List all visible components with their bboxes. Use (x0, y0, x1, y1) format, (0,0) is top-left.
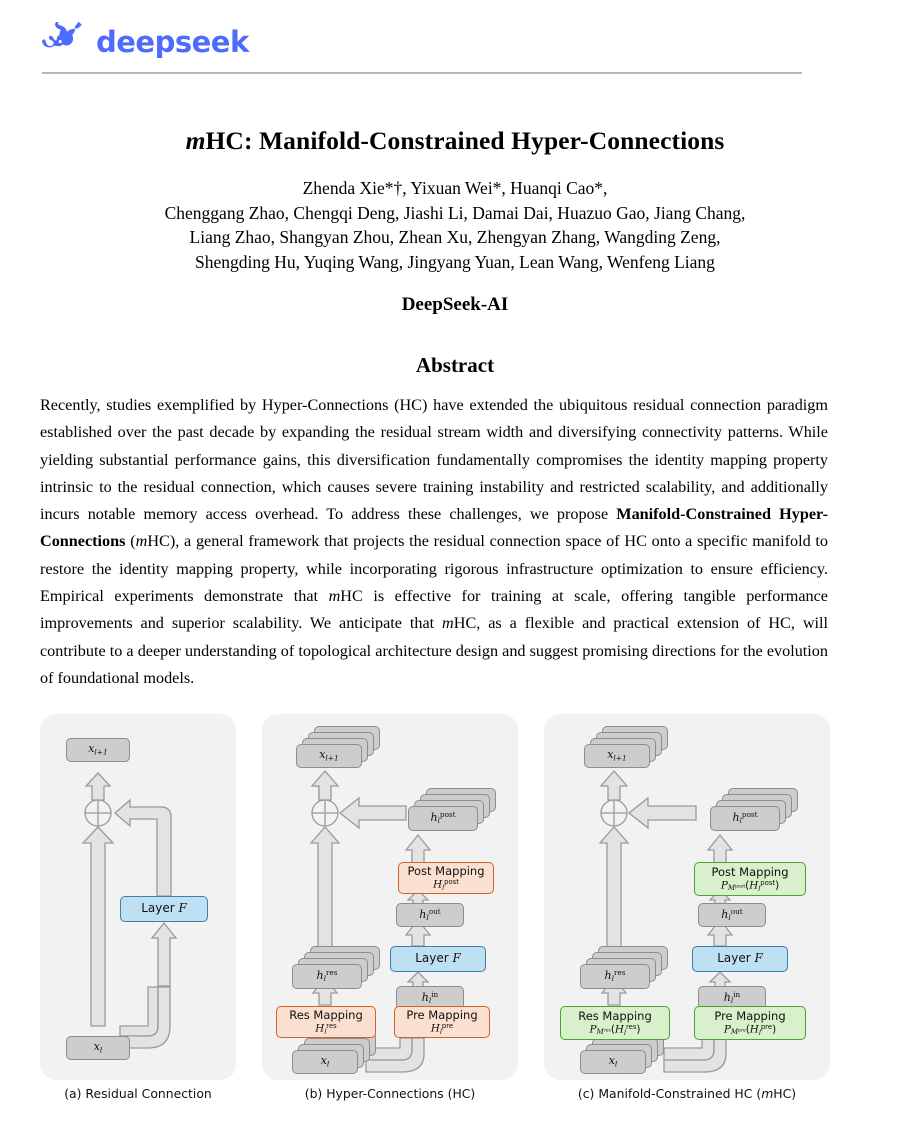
post-mapping-proj: P (720, 879, 728, 892)
node-label: h (430, 811, 438, 824)
layer-label: Layer (415, 951, 449, 966)
node-sub: l (426, 912, 429, 922)
author-line: Chenggang Zhao, Chengqi Deng, Jiashi Li, Damai Dai, Huazuo Gao, Jiang Chang, (164, 202, 746, 223)
node-sup: in (733, 989, 741, 999)
post-mapping-math: H (749, 879, 759, 892)
architecture-figure (40, 714, 830, 1114)
res-mapping-manifold-sup: res (603, 1028, 611, 1034)
layer-symbol: F (178, 901, 187, 916)
res-mapping-label: Res Mapping (289, 1007, 363, 1022)
node-sub: l+1 (94, 747, 108, 757)
node-label: h (732, 811, 740, 824)
pre-mapping-math: H (430, 1022, 440, 1035)
layer-label: Layer (141, 901, 175, 916)
italic-m: m (135, 532, 148, 551)
node-post-mapping: Post Mapping $P_{M^{post}}(H_l^{post})$ (694, 862, 806, 896)
abstract-body: Recently, studies exemplified by Hyper-Connections (HC) have extended the ubiquitous residual connection paradigm established over the past decade by expanding the residual stream width and diversifying connectivity patterns. While yielding substantial performance gains, this diversification fundamentally compromises the identity mapping property intrinsic to the residual connection, which causes severe training instability and restricted scalability, and additionally incurs notable memory access overhead. To address these challenges, we propose Manifold-Constrained Hyper-Connections (mHC), a general framework that projects the residual connection space of HC onto a specific manifold to restore the identity mapping property, while incorporating rigorous infrastructure optimization to ensure efficiency. Empirical experiments demonstrate that mHC is effective for training at scale, offering tangible performance improvements and superior scalability. We anticipate that mHC, as a flexible and practical extension of HC, will contribute to a deeper understanding of topological architecture design and suggest promising directions for the evolution of foundational models. (40, 396, 829, 687)
caption-tail: HC) (773, 1086, 797, 1101)
node-sub: l (326, 1059, 330, 1069)
layer-symbol: F (452, 951, 461, 966)
post-mapping-sup: post (444, 877, 459, 886)
pre-mapping-sup: pre (441, 1021, 454, 1030)
node-sup: in (431, 989, 439, 999)
node-pre-mapping: Pre Mapping $P_{M^{pre}}(H_l^{pre})$ (694, 1006, 806, 1040)
paper-title (0, 126, 910, 156)
node-h-out (396, 903, 464, 927)
caption-panel-b: (b) Hyper-Connections (HC) (304, 1086, 476, 1101)
italic-m: m (328, 587, 341, 606)
res-mapping-sup: res (625, 1022, 637, 1031)
node-sup: post (741, 810, 758, 820)
pre-mapping-proj: P (723, 1023, 731, 1036)
caption-italic-m: m (761, 1086, 774, 1101)
node-sup: out (428, 906, 441, 916)
abstract-bold-term: Manifold-Constrained Hyper-Connections (40, 505, 828, 551)
post-mapping-math: H (433, 878, 443, 891)
node-sub: l (739, 816, 742, 826)
node-pre-mapping (394, 1006, 490, 1038)
panel-hyper-connections (262, 714, 518, 1080)
node-sub: l+1 (613, 753, 627, 763)
node-x-l (292, 1050, 358, 1074)
author-line: Liang Zhao, Shangyan Zhou, Zhean Xu, Zhengyan Zhang, Wangding Zeng, (189, 227, 721, 247)
node-res-mapping (276, 1006, 376, 1038)
pre-mapping-manifold-sup: pre (738, 1028, 746, 1034)
post-mapping-sup: post (760, 878, 776, 887)
pre-mapping-label: Pre Mapping (406, 1007, 478, 1022)
node-label: h (316, 969, 324, 982)
node-layer-f (120, 896, 208, 922)
node-label: x (93, 1040, 100, 1054)
node-x-l-plus-1 (66, 738, 130, 762)
node-post-mapping (398, 862, 494, 894)
panel-residual-connection (40, 714, 236, 1080)
node-layer-f (390, 946, 486, 972)
node-sub: l+1 (325, 753, 339, 763)
author-list (0, 176, 910, 274)
res-mapping-label: Res Mapping (578, 1008, 652, 1023)
caption-panel-c (544, 1086, 830, 1101)
node-sup: out (730, 906, 743, 916)
node-sub: l (611, 974, 614, 984)
res-mapping-manifold: M (596, 1027, 604, 1037)
node-h-out (698, 903, 766, 927)
node-label: h (419, 907, 427, 921)
deepseek-logo (42, 22, 249, 62)
header-divider (42, 72, 802, 74)
node-sub: l (437, 816, 440, 826)
node-x-l-plus-1 (584, 744, 650, 768)
post-mapping-manifold: M (727, 883, 736, 893)
node-h-post (408, 806, 478, 831)
abstract-heading: Abstract (415, 353, 495, 377)
brand-name: deepseek (96, 24, 249, 59)
italic-m: m (442, 614, 454, 633)
node-x-l (580, 1050, 646, 1074)
post-mapping-label: Post Mapping (711, 864, 789, 879)
node-sup: res (614, 968, 626, 978)
pre-mapping-label: Pre Mapping (714, 1008, 786, 1023)
affiliation: DeepSeek-AI (401, 294, 509, 315)
author-line: Zhenda Xie*†, Yixuan Wei*, Huanqi Cao*, (302, 178, 608, 198)
post-mapping-label: Post Mapping (407, 863, 485, 878)
node-sub: l (323, 974, 326, 984)
node-h-res (292, 964, 362, 989)
res-mapping-math: H (315, 1022, 325, 1035)
layer-symbol: F (754, 951, 763, 966)
layer-label: Layer (717, 951, 751, 966)
title-italic-m: m (185, 126, 206, 155)
caption-panel-a: (a) Residual Connection (64, 1086, 212, 1101)
pre-mapping-math: H (749, 1023, 759, 1036)
caption-lead: (c) Manifold-Constrained HC ( (577, 1086, 762, 1101)
node-label: x (88, 742, 95, 756)
deepseek-whale-icon (42, 22, 86, 62)
node-res-mapping: Res Mapping $P_{M^{res}}(H_l^{res})$ (560, 1006, 670, 1040)
node-label: h (421, 990, 429, 1004)
node-x-l (66, 1036, 130, 1060)
page-header (0, 0, 910, 80)
node-label: h (723, 990, 731, 1004)
node-sup: res (326, 968, 338, 978)
panel-manifold-constrained-hc (544, 714, 830, 1080)
node-label: x (608, 1054, 615, 1068)
pre-mapping-sup: pre (760, 1022, 773, 1031)
node-layer-f (692, 946, 788, 972)
node-label: h (604, 969, 612, 982)
node-label: x (607, 748, 614, 762)
node-sub: l (614, 1059, 618, 1069)
node-label: x (320, 1054, 327, 1068)
author-line: Shengding Hu, Yuqing Wang, Jingyang Yuan, Lean Wang, Wenfeng Liang (195, 251, 715, 272)
node-h-res (580, 964, 650, 989)
node-h-post (710, 806, 780, 831)
node-sub: l (428, 995, 432, 1005)
node-sub: l (99, 1045, 103, 1055)
res-mapping-sub: l (324, 1026, 327, 1036)
pre-mapping-sub: l (758, 1027, 761, 1037)
post-mapping-sub: l (442, 882, 445, 892)
title-rest: HC: Manifold-Constrained Hyper-Connections (205, 126, 725, 155)
res-mapping-proj: P (589, 1023, 597, 1036)
res-mapping-sup: res (326, 1021, 337, 1030)
pre-mapping-sub: l (439, 1026, 442, 1036)
res-mapping-sub: l (623, 1027, 626, 1037)
node-x-l-plus-1 (296, 744, 362, 768)
pre-mapping-manifold: M (730, 1027, 739, 1037)
node-label: x (319, 748, 326, 762)
post-mapping-manifold-sup: post (735, 884, 746, 890)
node-sup: post (439, 810, 456, 820)
res-mapping-math: H (614, 1023, 624, 1036)
post-mapping-sub: l (758, 883, 761, 893)
node-sub: l (728, 912, 731, 922)
node-label: h (721, 907, 729, 921)
node-sub: l (730, 995, 734, 1005)
